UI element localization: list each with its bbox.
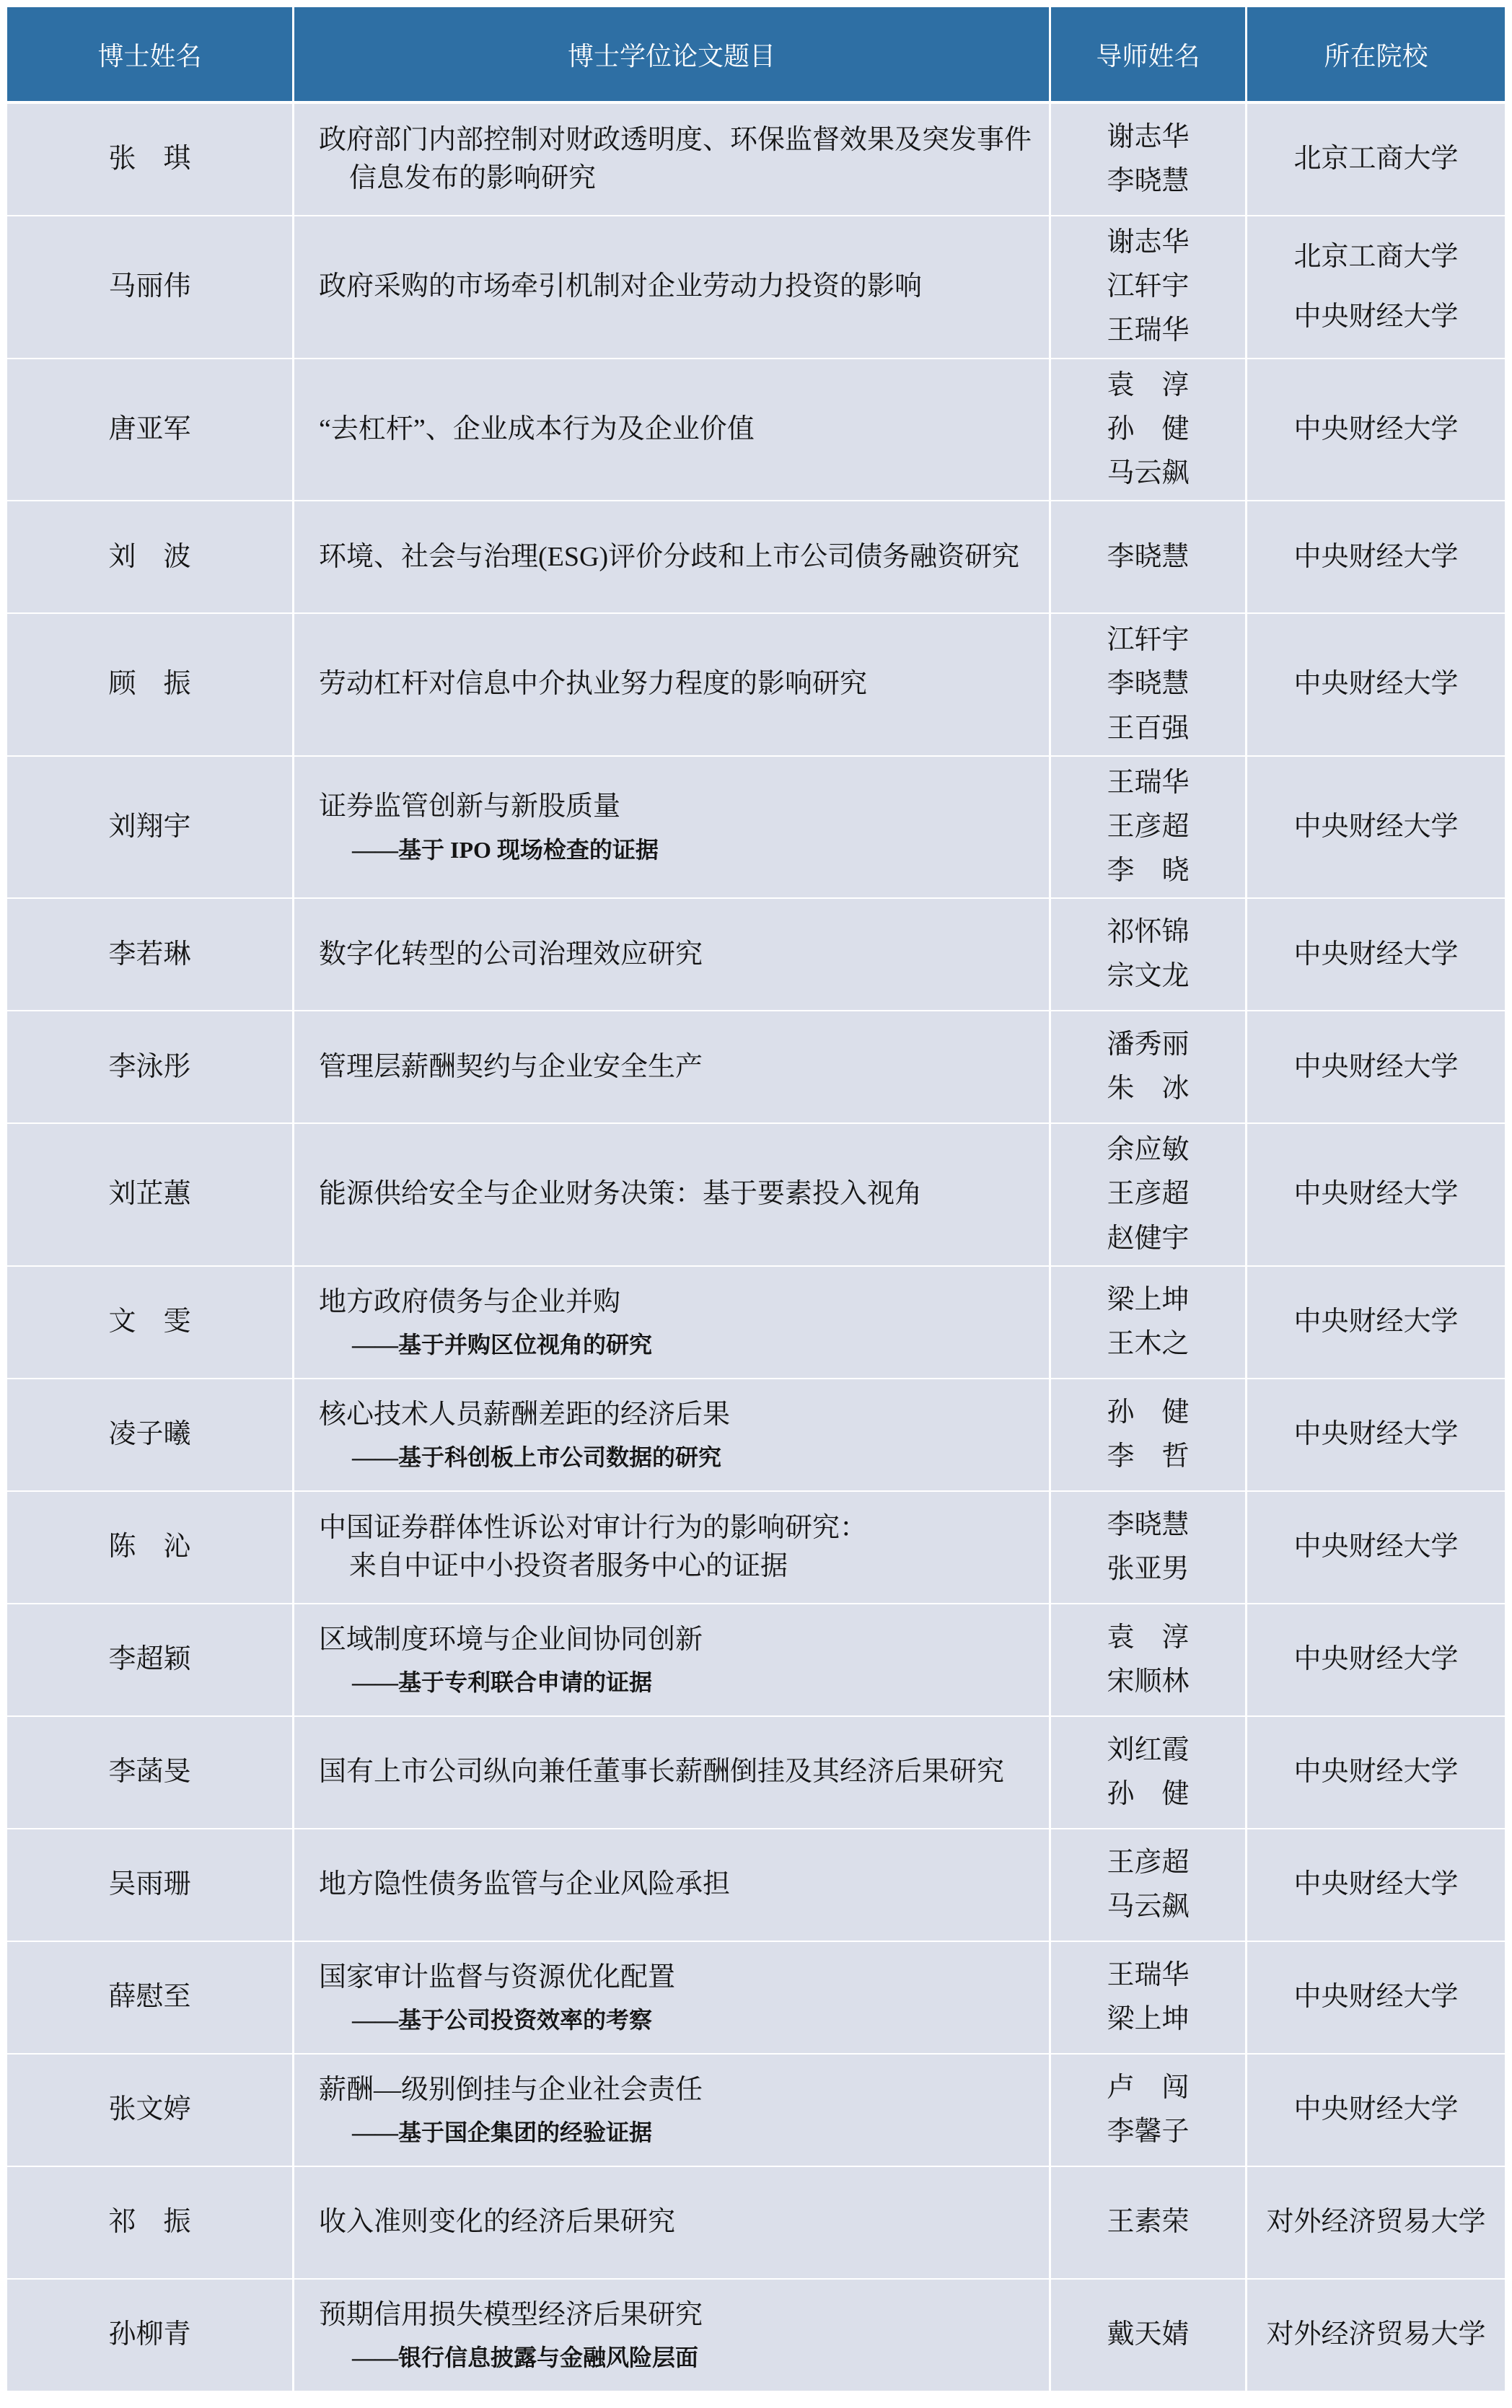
advisor-name: 谢志华 xyxy=(1107,227,1190,258)
title-cell xyxy=(294,899,1051,1011)
advisor-name: 王百强 xyxy=(1107,713,1190,744)
advisor-name: 潘秀丽 xyxy=(1107,1029,1190,1060)
school-cell xyxy=(1247,1492,1505,1604)
school-cell xyxy=(1247,359,1505,502)
student-name-cell: 顾 振 xyxy=(7,614,294,757)
school-cell xyxy=(1247,1124,1505,1267)
title-line: 国有上市公司纵向兼任董事长薪酬倒挂及其经济后果研究 xyxy=(319,1757,1005,1788)
title-line: 地方政府债务与企业并购 xyxy=(319,1286,621,1317)
title-line: 劳动杠杆对信息中介执业努力程度的影响研究 xyxy=(319,669,868,700)
table-row xyxy=(7,1011,1505,1124)
student-name-cell: 唐亚军 xyxy=(7,359,294,502)
title-subtitle: ——基于科创板上市公司数据的研究 xyxy=(352,1444,722,1470)
advisors-cell xyxy=(1051,614,1247,757)
advisor-name: 谢志华 xyxy=(1107,121,1190,152)
school-cell xyxy=(1247,1267,1505,1379)
school-name: 中央财经大学 xyxy=(1293,1306,1459,1337)
title-cell xyxy=(294,757,1051,900)
student-name-cell: 祁 振 xyxy=(7,2167,294,2280)
title-line: 政府采购的市场牵引机制对企业劳动力投资的影响 xyxy=(319,271,923,302)
school-cell xyxy=(1247,1717,1505,1829)
advisors-cell xyxy=(1051,2055,1247,2167)
table-row xyxy=(7,104,1505,216)
school-name: 中央财经大学 xyxy=(1293,1757,1459,1788)
advisor-name: 袁 淳 xyxy=(1107,369,1190,400)
student-name-cell: 凌子曦 xyxy=(7,1379,294,1492)
student-name-cell: 李泳彤 xyxy=(7,1011,294,1124)
title-cell xyxy=(294,1011,1051,1124)
school-name: 北京工商大学 xyxy=(1293,144,1459,175)
advisor-name: 王瑞华 xyxy=(1107,315,1190,346)
column-header-title: 博士学位论文题目 xyxy=(294,7,1051,104)
student-name-cell: 张文婷 xyxy=(7,2055,294,2167)
title-cell xyxy=(294,1829,1051,1942)
table-row xyxy=(7,1267,1505,1379)
advisor-name: 张亚男 xyxy=(1107,1553,1190,1584)
advisor-name: 孙 健 xyxy=(1107,413,1190,444)
table-header xyxy=(7,7,1505,104)
table-row xyxy=(7,359,1505,502)
student-name-cell: 文 雯 xyxy=(7,1267,294,1379)
title-line: 国家审计监督与资源优化配置 xyxy=(319,1961,676,1992)
advisor-name: 王木之 xyxy=(1107,1328,1190,1359)
advisor-name: 王素荣 xyxy=(1107,2207,1190,2238)
advisors-cell xyxy=(1051,216,1247,359)
advisor-name: 朱 冰 xyxy=(1107,1073,1190,1104)
title-cell xyxy=(294,1717,1051,1829)
table-row xyxy=(7,1379,1505,1492)
student-name-cell: 陈 沁 xyxy=(7,1492,294,1604)
student-name-cell: 刘翔宇 xyxy=(7,757,294,900)
advisor-name: 王瑞华 xyxy=(1107,1959,1190,1990)
school-name: 对外经济贸易大学 xyxy=(1266,2319,1486,2350)
student-name-cell: 李若琳 xyxy=(7,899,294,1011)
student-name-cell: 马丽伟 xyxy=(7,216,294,359)
title-cell xyxy=(294,1379,1051,1492)
title-cell xyxy=(294,1267,1051,1379)
advisor-name: 赵健宇 xyxy=(1107,1223,1190,1254)
advisors-cell xyxy=(1051,1011,1247,1124)
advisor-name: 江轩宇 xyxy=(1107,625,1190,656)
title-line: 地方隐性债务监管与企业风险承担 xyxy=(319,1869,731,1900)
title-cell xyxy=(294,1124,1051,1267)
advisors-cell xyxy=(1051,899,1247,1011)
title-line: 环境、社会与治理(ESG)评价分歧和上市公司债务融资研究 xyxy=(319,541,1020,572)
title-line: 数字化转型的公司治理效应研究 xyxy=(319,939,703,970)
advisor-name: 王彦超 xyxy=(1107,1179,1190,1210)
title-line: 收入准则变化的经济后果研究 xyxy=(319,2207,676,2238)
title-cell xyxy=(294,614,1051,757)
title-cell xyxy=(294,2167,1051,2280)
advisor-name: 梁上坤 xyxy=(1107,1284,1190,1315)
advisor-name: 袁 淳 xyxy=(1107,1622,1190,1653)
school-cell xyxy=(1247,1604,1505,1717)
school-cell xyxy=(1247,2055,1505,2167)
title-line: 核心技术人员薪酬差距的经济后果 xyxy=(319,1399,731,1430)
student-name-cell: 张 琪 xyxy=(7,104,294,216)
header-row xyxy=(7,7,1505,104)
school-name: 中央财经大学 xyxy=(1293,1419,1459,1450)
title-subtitle: ——基于 IPO 现场检查的证据 xyxy=(352,836,659,863)
advisor-name: 李 哲 xyxy=(1107,1441,1190,1472)
title-subtitle: ——银行信息披露与金融风险层面 xyxy=(352,2345,699,2370)
advisors-cell xyxy=(1051,1379,1247,1492)
table-row xyxy=(7,1942,1505,2055)
student-name-cell: 孙柳青 xyxy=(7,2280,294,2391)
table-row xyxy=(7,501,1505,614)
table-row xyxy=(7,1124,1505,1267)
school-cell xyxy=(1247,216,1505,359)
advisors-cell xyxy=(1051,1942,1247,2055)
title-line: 区域制度环境与企业间协同创新 xyxy=(319,1624,703,1655)
school-cell xyxy=(1247,1942,1505,2055)
advisor-name: 李晓慧 xyxy=(1107,1509,1190,1540)
advisor-name: 马云飙 xyxy=(1107,457,1190,488)
table-row xyxy=(7,2167,1505,2280)
table-row xyxy=(7,2055,1505,2167)
title-line: 薪酬—级别倒挂与企业社会责任 xyxy=(319,2074,703,2105)
student-name-cell: 刘 波 xyxy=(7,501,294,614)
advisors-cell xyxy=(1051,1124,1247,1267)
title-line: 证券监管创新与新股质量 xyxy=(319,791,621,822)
school-name: 中央财经大学 xyxy=(1293,1869,1459,1900)
advisors-cell xyxy=(1051,104,1247,216)
school-name: 中央财经大学 xyxy=(1293,669,1459,700)
advisors-cell xyxy=(1051,1604,1247,1717)
title-line: 能源供给安全与企业财务决策：基于要素投入视角 xyxy=(319,1179,923,1210)
advisor-name: 李晓慧 xyxy=(1107,166,1190,196)
table-row xyxy=(7,1717,1505,1829)
advisor-name: 刘红霞 xyxy=(1107,1734,1190,1765)
advisor-name: 王彦超 xyxy=(1107,1847,1190,1878)
title-cell xyxy=(294,2055,1051,2167)
title-cell xyxy=(294,2280,1051,2391)
advisor-name: 余应敏 xyxy=(1107,1135,1190,1166)
school-name: 中央财经大学 xyxy=(1293,301,1459,332)
school-name: 中央财经大学 xyxy=(1293,1051,1459,1082)
school-cell xyxy=(1247,501,1505,614)
dissertation-table xyxy=(7,7,1505,2391)
school-name: 对外经济贸易大学 xyxy=(1266,2207,1486,2238)
advisor-name: 李馨子 xyxy=(1107,2116,1190,2147)
title-cell xyxy=(294,501,1051,614)
title-line: 预期信用损失模型经济后果研究 xyxy=(319,2299,703,2330)
advisor-name: 江轩宇 xyxy=(1107,271,1190,302)
advisor-name: 梁上坤 xyxy=(1107,2003,1190,2034)
title-cell xyxy=(294,216,1051,359)
school-cell xyxy=(1247,614,1505,757)
advisor-name: 祁怀锦 xyxy=(1107,917,1190,948)
table-row xyxy=(7,1492,1505,1604)
school-cell xyxy=(1247,2167,1505,2280)
column-header-advisor: 导师姓名 xyxy=(1051,7,1247,104)
school-cell xyxy=(1247,1829,1505,1942)
student-name-cell: 李菡旻 xyxy=(7,1717,294,1829)
advisor-name: 孙 健 xyxy=(1107,1397,1190,1428)
school-name: 中央财经大学 xyxy=(1293,939,1459,970)
title-cell xyxy=(294,359,1051,502)
school-cell xyxy=(1247,1011,1505,1124)
advisor-name: 孙 健 xyxy=(1107,1778,1190,1809)
table-row xyxy=(7,1604,1505,1717)
school-name: 中央财经大学 xyxy=(1293,1982,1459,2013)
school-cell xyxy=(1247,104,1505,216)
school-name: 中央财经大学 xyxy=(1293,811,1459,842)
title-line: 管理层薪酬契约与企业安全生产 xyxy=(319,1051,703,1082)
advisors-cell xyxy=(1051,1492,1247,1604)
school-name: 中央财经大学 xyxy=(1293,1644,1459,1675)
advisor-name: 戴天婧 xyxy=(1107,2319,1190,2350)
advisors-cell xyxy=(1051,1717,1247,1829)
advisor-name: 宋顺林 xyxy=(1107,1666,1190,1697)
title-cell xyxy=(294,1492,1051,1604)
title-subtitle: ——基于专利联合申请的证据 xyxy=(352,1669,653,1695)
advisor-name: 王彦超 xyxy=(1107,811,1190,842)
school-name: 中央财经大学 xyxy=(1293,2094,1459,2125)
title-line: 中国证券群体性诉讼对审计行为的影响研究： xyxy=(319,1512,868,1543)
title-cell xyxy=(294,1604,1051,1717)
school-name: 中央财经大学 xyxy=(1293,1532,1459,1563)
table-row xyxy=(7,899,1505,1011)
advisors-cell xyxy=(1051,359,1247,502)
title-cell xyxy=(294,104,1051,216)
advisor-name: 宗文龙 xyxy=(1107,961,1190,992)
advisor-name: 卢 闯 xyxy=(1107,2072,1190,2103)
advisor-name: 李晓慧 xyxy=(1107,541,1190,572)
school-name: 中央财经大学 xyxy=(1293,413,1459,444)
school-name: 中央财经大学 xyxy=(1293,541,1459,572)
advisor-name: 李晓慧 xyxy=(1107,669,1190,700)
advisors-cell xyxy=(1051,757,1247,900)
advisors-cell xyxy=(1051,501,1247,614)
table-row xyxy=(7,1829,1505,1942)
title-subtitle: ——基于并购区位视角的研究 xyxy=(352,1332,653,1358)
student-name-cell: 吴雨珊 xyxy=(7,1829,294,1942)
school-cell xyxy=(1247,899,1505,1011)
student-name-cell: 刘芷蕙 xyxy=(7,1124,294,1267)
title-subtitle: ——基于国企集团的经验证据 xyxy=(352,2119,653,2145)
title-line: 政府部门内部控制对财政透明度、环保监督效果及突发事件 xyxy=(319,124,1032,155)
title-line: 来自中证中小投资者服务中心的证据 xyxy=(349,1550,788,1581)
advisors-cell xyxy=(1051,2280,1247,2391)
advisor-name: 王瑞华 xyxy=(1107,767,1190,798)
column-header-student: 博士姓名 xyxy=(7,7,294,104)
title-cell xyxy=(294,1942,1051,2055)
advisor-name: 李 晓 xyxy=(1107,856,1190,887)
student-name-cell: 薛慰至 xyxy=(7,1942,294,2055)
advisor-name: 马云飙 xyxy=(1107,1891,1190,1922)
advisors-cell xyxy=(1051,2167,1247,2280)
table-row xyxy=(7,216,1505,359)
student-name-cell: 李超颖 xyxy=(7,1604,294,1717)
title-line: 信息发布的影响研究 xyxy=(349,163,597,193)
title-line: “去杠杆”、企业成本行为及企业价值 xyxy=(319,413,755,444)
school-name: 北京工商大学 xyxy=(1293,241,1459,272)
school-cell xyxy=(1247,2280,1505,2391)
table-row xyxy=(7,614,1505,757)
table-body xyxy=(7,104,1505,2391)
advisors-cell xyxy=(1051,1267,1247,1379)
school-cell xyxy=(1247,1379,1505,1492)
column-header-school: 所在院校 xyxy=(1247,7,1505,104)
table-row xyxy=(7,757,1505,900)
school-cell xyxy=(1247,757,1505,900)
table-row xyxy=(7,2280,1505,2391)
school-name: 中央财经大学 xyxy=(1293,1179,1459,1210)
advisors-cell xyxy=(1051,1829,1247,1942)
title-subtitle: ——基于公司投资效率的考察 xyxy=(352,2007,653,2033)
